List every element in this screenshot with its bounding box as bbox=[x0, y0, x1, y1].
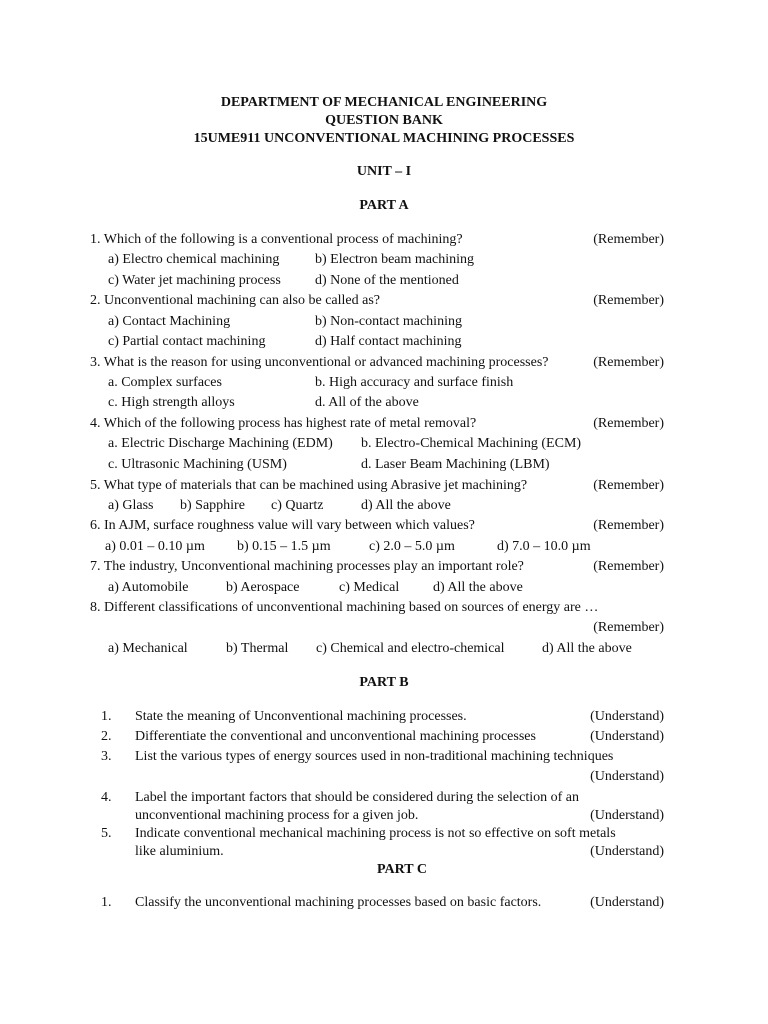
option: a) Mechanical bbox=[108, 641, 188, 656]
option: b) 0.15 – 1.5 µm bbox=[237, 539, 331, 554]
question-text: 2. Unconventional machining can also be called as? bbox=[90, 293, 381, 308]
question-text: Differentiate the conventional and unconventional machining processes bbox=[135, 729, 536, 744]
option: b) Thermal bbox=[226, 641, 289, 656]
blooms-level: (Understand) bbox=[590, 844, 664, 859]
question-number: 2. bbox=[101, 729, 112, 744]
question-text: Classify the unconventional machining processes based on basic factors. bbox=[135, 895, 542, 910]
option: d) All the above bbox=[361, 498, 451, 513]
blooms-level: (Remember) bbox=[593, 232, 664, 247]
question-text: 3. What is the reason for using unconventional or advanced machining processes? bbox=[90, 355, 549, 370]
question-text: 6. In AJM, surface roughness value will vary between which values? bbox=[90, 518, 475, 533]
blooms-level: (Understand) bbox=[590, 769, 664, 784]
blooms-level: (Understand) bbox=[590, 709, 664, 724]
option: d) All the above bbox=[433, 580, 523, 595]
option: d) 7.0 – 10.0 µm bbox=[497, 539, 591, 554]
blooms-level: (Understand) bbox=[590, 729, 664, 744]
option: a) 0.01 – 0.10 µm bbox=[105, 539, 205, 554]
question-bank-title: QUESTION BANK bbox=[325, 113, 443, 128]
question-text-continued: like aluminium. bbox=[135, 844, 224, 859]
option: c) Water jet machining process bbox=[108, 273, 281, 288]
option: a. Complex surfaces bbox=[108, 375, 222, 390]
option: a) Automobile bbox=[108, 580, 189, 595]
option: b) Aerospace bbox=[226, 580, 300, 595]
question-text: 5. What type of materials that can be machined using Abrasive jet machining? bbox=[90, 478, 528, 493]
option: a) Contact Machining bbox=[108, 314, 231, 329]
option: b) Non-contact machining bbox=[315, 314, 462, 329]
option: d) All the above bbox=[542, 641, 632, 656]
blooms-level: (Remember) bbox=[593, 355, 664, 370]
question-number: 4. bbox=[101, 790, 112, 805]
option: c. High strength alloys bbox=[108, 395, 235, 410]
question-text: 1. Which of the following is a conventional process of machining? bbox=[90, 232, 463, 247]
option: b) Electron beam machining bbox=[315, 252, 474, 267]
blooms-level: (Remember) bbox=[593, 478, 664, 493]
question-text: Indicate conventional mechanical machining process is not so effective on soft metals bbox=[135, 826, 616, 841]
part-c-heading: PART C bbox=[377, 862, 427, 877]
option: c) Chemical and electro-chemical bbox=[316, 641, 505, 656]
option: c) 2.0 – 5.0 µm bbox=[369, 539, 455, 554]
option: d) Half contact machining bbox=[315, 334, 462, 349]
blooms-level: (Remember) bbox=[593, 620, 664, 635]
question-text: 4. Which of the following process has highest rate of metal removal? bbox=[90, 416, 477, 431]
option: b. Electro-Chemical Machining (ECM) bbox=[361, 436, 582, 451]
question-text: Label the important factors that should be considered during the selection of an bbox=[135, 790, 579, 805]
question-text: State the meaning of Unconventional machining processes. bbox=[135, 709, 467, 724]
option: d) None of the mentioned bbox=[315, 273, 459, 288]
option: a) Glass bbox=[108, 498, 154, 513]
option: c. Ultrasonic Machining (USM) bbox=[108, 457, 287, 472]
part-b-heading: PART B bbox=[359, 675, 409, 690]
option: d. Laser Beam Machining (LBM) bbox=[361, 457, 550, 472]
unit-heading: UNIT – I bbox=[356, 164, 412, 179]
option: a. Electric Discharge Machining (EDM) bbox=[108, 436, 333, 451]
blooms-level: (Remember) bbox=[593, 293, 664, 308]
course-title: 15UME911 UNCONVENTIONAL MACHINING PROCESSES bbox=[193, 131, 575, 146]
blooms-level: (Remember) bbox=[593, 416, 664, 431]
question-number: 1. bbox=[101, 709, 112, 724]
question-number: 3. bbox=[101, 749, 112, 764]
option: c) Partial contact machining bbox=[108, 334, 266, 349]
blooms-level: (Understand) bbox=[590, 895, 664, 910]
option: b. High accuracy and surface finish bbox=[315, 375, 514, 390]
question-text: 7. The industry, Unconventional machining processes play an important role? bbox=[90, 559, 524, 574]
question-number: 1. bbox=[101, 895, 112, 910]
option: a) Electro chemical machining bbox=[108, 252, 280, 267]
option: d. All of the above bbox=[315, 395, 419, 410]
question-number: 5. bbox=[101, 826, 112, 841]
blooms-level: (Remember) bbox=[593, 518, 664, 533]
option: c) Medical bbox=[339, 580, 400, 595]
question-text: 8. Different classifications of unconventional machining based on sources of energy are … bbox=[90, 600, 599, 615]
part-a-heading: PART A bbox=[359, 198, 409, 213]
blooms-level: (Understand) bbox=[590, 808, 664, 823]
blooms-level: (Remember) bbox=[593, 559, 664, 574]
question-text: List the various types of energy sources used in non-traditional machining techniques bbox=[135, 749, 614, 764]
option: b) Sapphire bbox=[180, 498, 245, 513]
department-title: DEPARTMENT OF MECHANICAL ENGINEERING bbox=[220, 95, 548, 110]
option: c) Quartz bbox=[271, 498, 324, 513]
question-text-continued: unconventional machining process for a given job. bbox=[135, 808, 419, 823]
